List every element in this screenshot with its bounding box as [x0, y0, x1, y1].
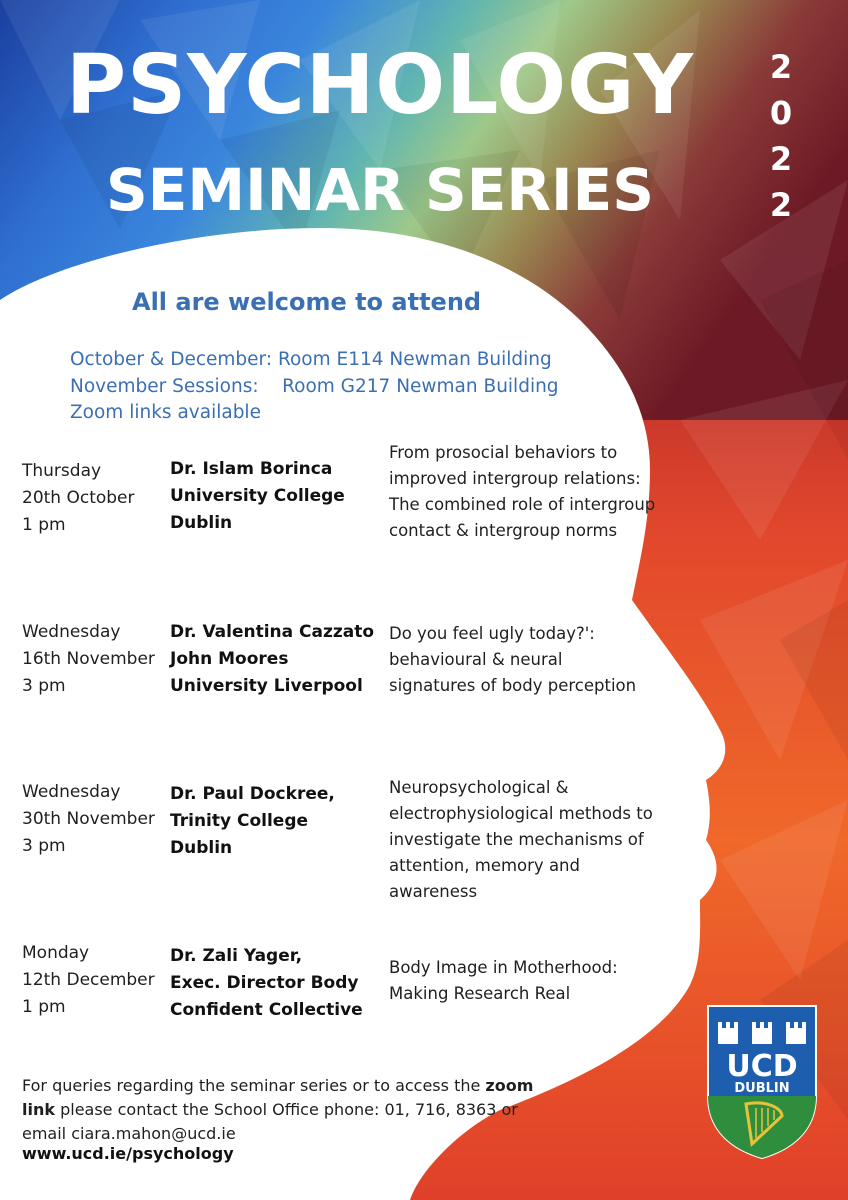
year-digit: 2	[769, 186, 793, 224]
year-digit: 2	[769, 48, 793, 86]
talk-line: The combined role of intergroup	[389, 495, 656, 514]
logo-text-ucd: UCD	[726, 1049, 798, 1084]
contact-email[interactable]: email ciara.mahon@ucd.ie	[22, 1124, 236, 1143]
seminar-title	[389, 440, 655, 544]
speaker-line: Trinity College	[170, 811, 309, 831]
seminar-time: 3 pm	[22, 676, 66, 696]
seminar-speaker	[170, 781, 335, 862]
speaker-line: Exec. Director Body	[170, 973, 359, 993]
venue-line: November Sessions: Room G217 Newman Building	[70, 376, 559, 397]
talk-line: improved intergroup relations:	[389, 469, 641, 488]
speaker-line: Confident Collective	[170, 1000, 363, 1020]
seminar-title	[389, 775, 653, 905]
castle-icon	[752, 1022, 772, 1044]
seminar-day: Thursday	[22, 461, 102, 481]
speaker-line: Dublin	[170, 838, 233, 858]
seminar-date	[22, 619, 155, 700]
website-link[interactable]: www.ucd.ie/psychology	[22, 1144, 234, 1163]
speaker-line: Dublin	[170, 513, 233, 533]
year-digit: 2	[769, 140, 793, 178]
seminar-date-text: 16th November	[22, 649, 155, 669]
talk-line: contact & intergroup norms	[389, 521, 618, 540]
talk-line: From prosocial behaviors to	[389, 443, 618, 462]
talk-line: Body Image in Motherhood:	[389, 958, 618, 977]
speaker-line: Dr. Zali Yager,	[170, 946, 303, 966]
seminar-speaker	[170, 943, 363, 1024]
talk-line: attention, memory and	[389, 856, 580, 875]
seminar-date	[22, 779, 155, 860]
speaker-line: Dr. Islam Borinca	[170, 459, 333, 479]
talk-line: investigate the mechanisms of	[389, 830, 644, 849]
seminar-day: Wednesday	[22, 622, 121, 642]
seminar-title	[389, 955, 618, 1007]
logo-text-dublin: DUBLIN	[734, 1081, 790, 1096]
seminar-date	[22, 458, 135, 539]
talk-line: Neuropsychological &	[389, 778, 569, 797]
venue-line: October & December: Room E114 Newman Building	[70, 349, 552, 370]
talk-line: awareness	[389, 882, 478, 901]
speaker-line: Dr. Paul Dockree,	[170, 784, 335, 804]
venue-line: Zoom links available	[70, 402, 261, 423]
castle-icon	[786, 1022, 806, 1044]
seminar-speaker	[170, 456, 345, 537]
seminar-date	[22, 940, 155, 1021]
speaker-line: University Liverpool	[170, 676, 363, 696]
talk-line: signatures of body perception	[389, 676, 637, 695]
page-subtitle: SEMINAR SERIES	[106, 156, 654, 224]
contact-text: For queries regarding the seminar series or to access the	[22, 1076, 486, 1095]
ucd-logo	[706, 1004, 818, 1160]
talk-line: Do you feel ugly today?':	[389, 624, 595, 643]
seminar-time: 3 pm	[22, 836, 66, 856]
speaker-line: Dr. Valentina Cazzato	[170, 622, 375, 642]
contact-info	[22, 1074, 602, 1146]
year-vertical	[754, 44, 808, 228]
castle-icon	[718, 1022, 738, 1044]
year-digit: 0	[769, 94, 793, 132]
contact-link-word: link	[22, 1100, 55, 1119]
contact-zoom: zoom	[485, 1076, 534, 1095]
talk-line: behavioural & neural	[389, 650, 563, 669]
contact-text: please contact the School Office phone: 01, 716, 8363 or	[55, 1100, 518, 1119]
seminar-time: 1 pm	[22, 515, 66, 535]
seminar-speaker	[170, 619, 374, 700]
speaker-line: John Moores	[170, 649, 289, 669]
speaker-line: University College	[170, 486, 345, 506]
seminar-day: Wednesday	[22, 782, 121, 802]
seminar-time: 1 pm	[22, 997, 66, 1017]
seminar-title	[389, 621, 636, 699]
seminar-date-text: 12th December	[22, 970, 155, 990]
page-title: PSYCHOLOGY	[65, 38, 695, 133]
seminar-date-text: 30th November	[22, 809, 155, 829]
seminar-day: Monday	[22, 943, 90, 963]
seminar-date-text: 20th October	[22, 488, 135, 508]
welcome-heading: All are welcome to attend	[132, 288, 482, 316]
talk-line: electrophysiological methods to	[389, 804, 653, 823]
talk-line: Making Research Real	[389, 984, 571, 1003]
